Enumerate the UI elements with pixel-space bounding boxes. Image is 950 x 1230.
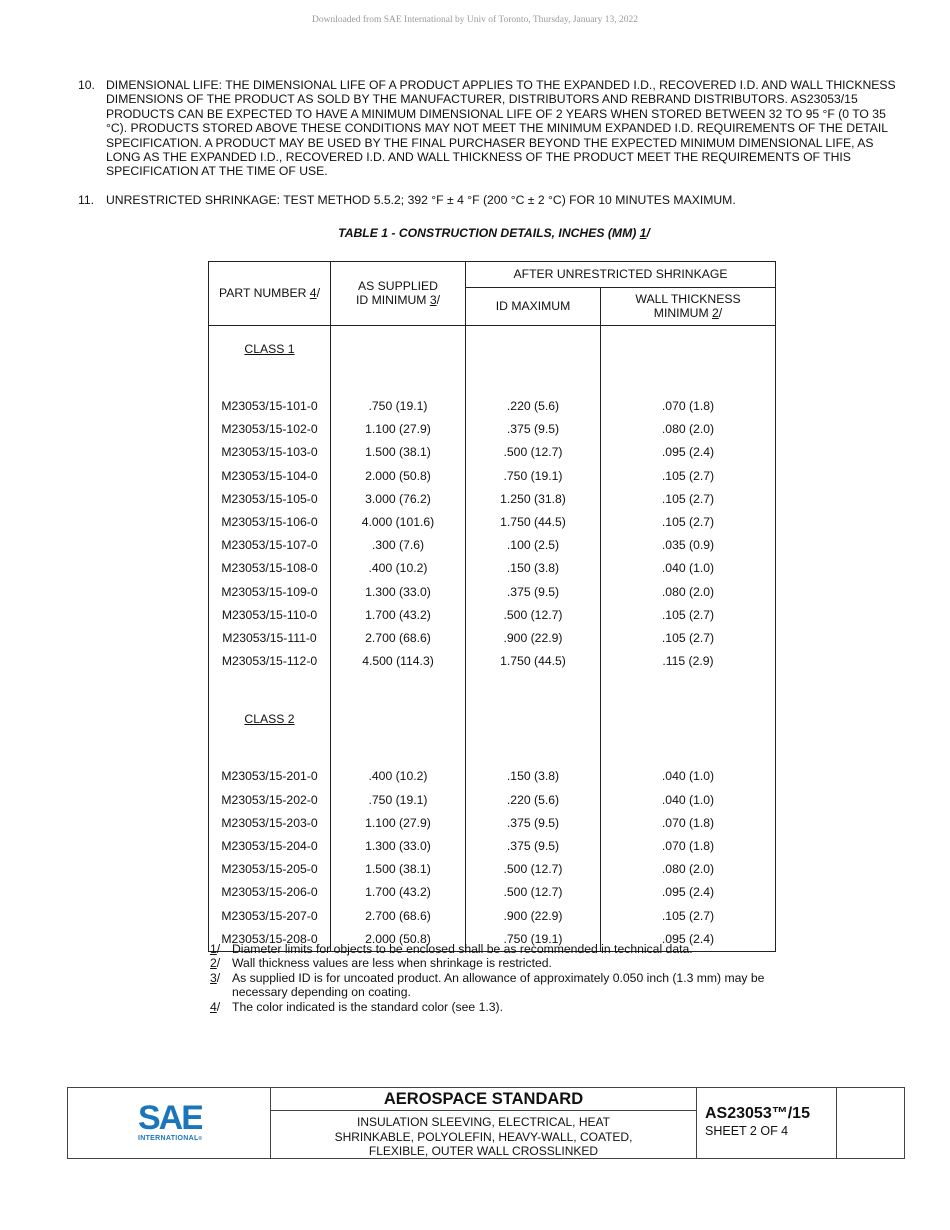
wall-thickness-cell: .105 (2.7): [601, 905, 776, 928]
col-header-id-maximum: ID MAXIMUM: [466, 288, 601, 326]
table-row: [209, 511, 776, 534]
svg-text:SAE: SAE: [138, 1100, 202, 1132]
document-description: INSULATION SLEEVING, ELECTRICAL, HEAT SHRINKABLE, POLYOLEFIN, HEAVY-WALL, COATED, FLEXIBLE, OUTER WALL CROSSLINKED: [334, 1115, 633, 1158]
part-number-cell: M23053/15-110-0: [209, 604, 331, 627]
id-maximum-cell: .375 (9.5): [466, 581, 601, 604]
as-supplied-id-cell: 1.300 (33.0): [331, 835, 466, 858]
as-supplied-id-cell: 1.500 (38.1): [331, 858, 466, 881]
as-supplied-id-cell: 2.000 (50.8): [331, 465, 466, 488]
sae-logo: [138, 1100, 203, 1142]
as-supplied-id-cell: 4.000 (101.6): [331, 511, 466, 534]
part-number-cell: M23053/15-203-0: [209, 812, 331, 835]
table-row: [209, 488, 776, 511]
table-row: [209, 858, 776, 881]
part-number-cell: M23053/15-108-0: [209, 557, 331, 580]
part-number-cell: M23053/15-201-0: [209, 765, 331, 788]
table-title-text: TABLE 1 - CONSTRUCTION DETAILS, INCHES (MM): [338, 226, 640, 240]
class-heading-row: [209, 696, 776, 742]
logo-cell: [68, 1088, 271, 1158]
as-supplied-id-cell: .400 (10.2): [331, 557, 466, 580]
paragraph-11: [78, 193, 904, 207]
footnote-ref: 4: [309, 285, 317, 300]
as-supplied-id-cell: .750 (19.1): [331, 789, 466, 812]
id-maximum-cell: .500 (12.7): [466, 441, 601, 464]
table-title-footnote-ref: 1: [639, 226, 647, 240]
table-row: [209, 812, 776, 835]
part-number-cell: M23053/15-207-0: [209, 905, 331, 928]
footnote: 2/ Wall thickness values are less when shrinkage is restricted.: [210, 956, 552, 971]
id-maximum-cell: .900 (22.9): [466, 905, 601, 928]
part-number-cell: M23053/15-111-0: [209, 627, 331, 650]
col-header-wall-thickness: WALL THICKNESS MINIMUM 2/: [601, 288, 776, 326]
table-row: [209, 395, 776, 418]
table-footnotes: [210, 942, 790, 1014]
table-title: [0, 226, 950, 240]
id-maximum-cell: .375 (9.5): [466, 835, 601, 858]
title-block-footer: [67, 1087, 905, 1159]
table-row: [209, 441, 776, 464]
footnote-slash: /: [436, 292, 440, 307]
construction-details-table: [208, 261, 776, 952]
footnote: 1/ Diameter limits for objects to be enclosed shall be as recommended in technical data.: [210, 942, 693, 956]
part-number-cell: M23053/15-101-0: [209, 395, 331, 418]
class-label: CLASS 2: [209, 696, 331, 742]
sheet-number: SHEET 2 OF 4: [705, 1124, 789, 1138]
wall-thickness-cell: .080 (2.0): [601, 581, 776, 604]
wall-thickness-cell: .105 (2.7): [601, 465, 776, 488]
wall-thickness-cell: .070 (1.8): [601, 395, 776, 418]
part-number-cell: M23053/15-109-0: [209, 581, 331, 604]
part-number-cell: M23053/15-112-0: [209, 650, 331, 673]
wall-thickness-cell: .105 (2.7): [601, 511, 776, 534]
paragraph-number: 11.: [78, 193, 95, 207]
footnote-slash: /: [646, 226, 650, 240]
wall-thickness-cell: .095 (2.4): [601, 928, 776, 952]
footnote: 4/ The color indicated is the standard color (see 1.3).: [210, 999, 503, 1014]
as-supplied-id-cell: 1.700 (43.2): [331, 604, 466, 627]
spacer-row: [209, 673, 776, 696]
part-number-cell: M23053/15-208-0: [209, 928, 331, 952]
part-number-cell: M23053/15-107-0: [209, 534, 331, 557]
table-row: [209, 465, 776, 488]
part-number-cell: M23053/15-202-0: [209, 789, 331, 812]
id-maximum-cell: .100 (2.5): [466, 534, 601, 557]
table-row: [209, 418, 776, 441]
id-maximum-cell: .500 (12.7): [466, 881, 601, 904]
as-supplied-id-cell: 4.500 (114.3): [331, 650, 466, 673]
part-number-cell: M23053/15-104-0: [209, 465, 331, 488]
as-supplied-id-cell: 1.700 (43.2): [331, 881, 466, 904]
table-row: [209, 765, 776, 788]
wall-thickness-cell: .080 (2.0): [601, 418, 776, 441]
id-maximum-cell: .500 (12.7): [466, 858, 601, 881]
wall-thickness-cell: .070 (1.8): [601, 812, 776, 835]
as-supplied-id-cell: 2.000 (50.8): [331, 928, 466, 952]
wall-thickness-cell: .040 (1.0): [601, 789, 776, 812]
id-maximum-cell: .150 (3.8): [466, 765, 601, 788]
wall-thickness-cell: .105 (2.7): [601, 604, 776, 627]
id-maximum-cell: .750 (19.1): [466, 465, 601, 488]
as-supplied-id-cell: 3.000 (76.2): [331, 488, 466, 511]
class-label: CLASS 1: [209, 326, 331, 373]
document-number: AS23053™/15: [705, 1105, 810, 1122]
paragraph-text: UNRESTRICTED SHRINKAGE: TEST METHOD 5.5.2; 392 °F ± 4 °F (200 °C ± 2 °C) FOR 10 MINUTES MAXIMUM.: [106, 193, 736, 207]
wall-thickness-cell: .035 (0.9): [601, 534, 776, 557]
part-number-cell: M23053/15-205-0: [209, 858, 331, 881]
col-header-part-number: PART NUMBER 4/: [209, 262, 331, 326]
spacer-row: [209, 742, 776, 765]
id-maximum-cell: .220 (5.6): [466, 789, 601, 812]
part-number-cell: M23053/15-204-0: [209, 835, 331, 858]
footnote: 3/ As supplied ID is for uncoated product. An allowance of approximately 0.050 inch (1.3 mm) may be necessary depending on coating.: [210, 970, 765, 1000]
as-supplied-id-cell: .400 (10.2): [331, 765, 466, 788]
table-row: [209, 627, 776, 650]
class-heading-row: [209, 326, 776, 373]
wall-thickness-cell: .040 (1.0): [601, 557, 776, 580]
as-supplied-id-cell: 1.100 (27.9): [331, 418, 466, 441]
wall-thickness-cell: .040 (1.0): [601, 765, 776, 788]
part-number-cell: M23053/15-105-0: [209, 488, 331, 511]
col-header-as-supplied: AS SUPPLIED ID MINIMUM 3/: [331, 262, 466, 326]
table-row: [209, 604, 776, 627]
id-maximum-cell: 1.750 (44.5): [466, 511, 601, 534]
paragraph-text: DIMENSIONAL LIFE: THE DIMENSIONAL LIFE OF A PRODUCT APPLIES TO THE EXPANDED I.D., RECOVERED I.D. AND WALL THICKNESS DIMENSIONS OF THE PRODUCT AS SOLD BY THE MANUFACTURER, DISTRIBUTORS AND REBRAND DISTRIBUTORS. AS23053/15 PRODUCTS CAN BE EXPECTED TO HAVE A MINIMUM DIMENSIONAL LIFE OF 2 YEARS WHEN STORED BETWEEN 32 TO 95 °F (0 TO 35 °C). PRODUCTS STORED ABOVE THESE CONDITIONS MAY NOT MEET THE MINIMUM EXPANDED I.D. REQUIREMENTS OF THE DETAIL SPECIFICATION. A PRODUCT MAY BE USED BY THE FINAL PURCHASER BEYOND THE EXPECTED MINIMUM DIMENSIONAL LIFE, AS LONG AS THE EXPANDED I.D., RECOVERED I.D. AND WALL THICKNESS OF THE PRODUCT MEET THE REQUIREMENTS OF THIS SPECIFICATION AT THE TIME OF USE.: [106, 78, 896, 179]
download-watermark: Downloaded from SAE International by Univ of Toronto, Thursday, January 13, 2022: [311, 15, 639, 25]
part-number-cell: M23053/15-102-0: [209, 418, 331, 441]
part-number-cell: M23053/15-206-0: [209, 881, 331, 904]
id-maximum-cell: .375 (9.5): [466, 812, 601, 835]
paragraph-number: 10.: [78, 78, 95, 92]
table-row: [209, 789, 776, 812]
id-maximum-cell: .750 (19.1): [466, 928, 601, 952]
id-maximum-cell: 1.250 (31.8): [466, 488, 601, 511]
id-maximum-cell: .220 (5.6): [466, 395, 601, 418]
table-row: [209, 650, 776, 673]
table-row: [209, 534, 776, 557]
as-supplied-id-cell: 1.300 (33.0): [331, 581, 466, 604]
id-maximum-cell: 1.750 (44.5): [466, 650, 601, 673]
table-row: [209, 835, 776, 858]
footnote-ref: 2: [712, 305, 719, 320]
wall-thickness-cell: .095 (2.4): [601, 881, 776, 904]
standard-title: AEROSPACE STANDARD: [271, 1088, 696, 1111]
col-header-after-shrinkage: AFTER UNRESTRICTED SHRINKAGE: [466, 262, 776, 288]
wall-thickness-cell: .095 (2.4): [601, 441, 776, 464]
id-maximum-cell: .150 (3.8): [466, 557, 601, 580]
as-supplied-id-cell: 1.100 (27.9): [331, 812, 466, 835]
wall-thickness-cell: .115 (2.9): [601, 650, 776, 673]
table-row: [209, 881, 776, 904]
as-supplied-id-cell: 2.700 (68.6): [331, 905, 466, 928]
blank-cell: [837, 1088, 904, 1158]
paragraph-10: [78, 78, 904, 179]
footnote-ref: 3: [429, 292, 437, 307]
table-row: [209, 557, 776, 580]
id-maximum-cell: .375 (9.5): [466, 418, 601, 441]
title-cell: [271, 1088, 697, 1158]
id-maximum-cell: .500 (12.7): [466, 604, 601, 627]
part-number-cell: M23053/15-103-0: [209, 441, 331, 464]
document-id-cell: [697, 1088, 837, 1158]
wall-thickness-cell: .080 (2.0): [601, 858, 776, 881]
footnote-slash: /: [718, 305, 723, 320]
part-number-cell: M23053/15-106-0: [209, 511, 331, 534]
as-supplied-id-cell: .300 (7.6): [331, 534, 466, 557]
wall-thickness-cell: .105 (2.7): [601, 627, 776, 650]
footnote-slash: /: [316, 285, 320, 300]
wall-thickness-cell: .105 (2.7): [601, 488, 776, 511]
sae-logo-subtext: INTERNATIONAL®: [138, 1135, 203, 1142]
as-supplied-id-cell: 1.500 (38.1): [331, 441, 466, 464]
sae-logo-mark: [138, 1100, 202, 1132]
table-row: [209, 581, 776, 604]
id-maximum-cell: .900 (22.9): [466, 627, 601, 650]
as-supplied-id-cell: .750 (19.1): [331, 395, 466, 418]
spacer-row: [209, 372, 776, 395]
as-supplied-id-cell: 2.700 (68.6): [331, 627, 466, 650]
wall-thickness-cell: .070 (1.8): [601, 835, 776, 858]
table-row: [209, 905, 776, 928]
